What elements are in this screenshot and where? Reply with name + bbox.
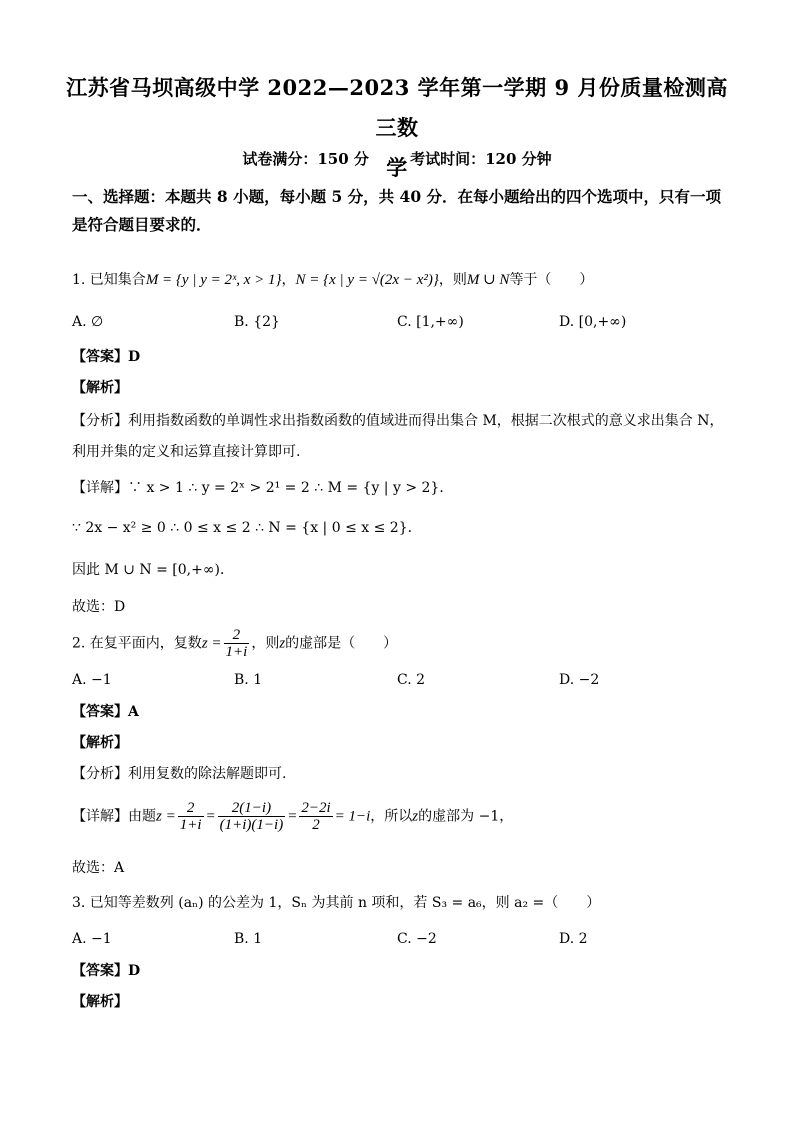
document-title <box>60 68 734 188</box>
q2-detail: 【详解】由题z = $\frac{2}{1+i}$ = $\frac{2(1-i)}{(1+i)(1-i)}$ = $\frac{2-2i}{2}$ = 1−i，所以z的虚部为 −1， <box>72 800 514 833</box>
set-n: N = {x | y = √(2x − x²)} <box>295 272 439 288</box>
q1-answer: 【答案】D <box>72 349 141 365</box>
q3-option-a: A. −1 <box>72 931 112 947</box>
q1-option-b: B. {2} <box>234 314 280 330</box>
q2-fenxi: 【分析】利用复数的除法解题即可. <box>72 766 287 782</box>
q3-analysis-label: 【解析】 <box>72 994 128 1010</box>
q2-option-a: A. −1 <box>72 672 112 688</box>
full-score: 试卷满分：150 分 <box>242 150 369 168</box>
q1-detail-3: 因此 M ∪ N = [0,+∞)． <box>72 562 234 578</box>
set-m: M = {y | y = 2ˣ, x > 1} <box>145 272 282 288</box>
q2-stem: 2. 在复平面内，复数z = $\frac{2}{1+i}$ ，则z的虚部是（ ） <box>72 627 398 660</box>
q2-fraction: $\frac{2}{1+i}$ <box>225 627 248 660</box>
exam-time: 考试时间：120 分钟 <box>410 150 552 168</box>
q1-option-d: D. [0,+∞) <box>559 314 627 330</box>
q2-analysis-label: 【解析】 <box>72 735 128 751</box>
q3-answer: 【答案】D <box>72 963 141 979</box>
section-heading: 一、选择题：本题共 8 小题，每小题 5 分，共 40 分．在每小题给出的四个选项中，只有一项是符合题目要求的． <box>72 187 722 234</box>
q1-fenxi: 【分析】利用指数函数的单调性求出指数函数的值域进而得出集合 M，根据二次根式的意义求出集合 N， <box>72 413 724 429</box>
title-line-1: 江苏省马坝高级中学 2022—2023 学年第一学期 9 月份质量检测高三数 <box>66 75 728 140</box>
q1-option-c: C. [1,+∞) <box>397 314 464 330</box>
q2-option-c: C. 2 <box>397 672 426 688</box>
q3-option-d: D. 2 <box>559 931 588 947</box>
q2-choose: 故选：A <box>72 860 125 876</box>
q1-detail-2: ∵ 2x − x² ≥ 0 ∴ 0 ≤ x ≤ 2 ∴ N = {x | 0 ≤ x ≤ 2}． <box>72 520 422 536</box>
q1-choose: 故选：D <box>72 599 126 615</box>
q2-option-d: D. −2 <box>559 672 600 688</box>
q2-answer: 【答案】A <box>72 704 139 720</box>
q1-option-a: A. ∅ <box>72 314 104 330</box>
q3-option-c: C. −2 <box>397 931 437 947</box>
title-line-2: 学 <box>386 155 408 180</box>
exam-meta <box>0 148 794 169</box>
q3-stem: 3. 已知等差数列 (aₙ) 的公差为 1，Sₙ 为其前 n 项和，若 S₃ = a₆，则 a₂ =（ ） <box>72 895 601 911</box>
q1-detail-1: 【详解】∵ x > 1 ∴ y = 2ˣ > 2¹ = 2 ∴ M = {y | y > 2}． <box>72 480 454 496</box>
q3-option-b: B. 1 <box>234 931 263 947</box>
q1-stem: 1. 已知集合M = {y | y = 2ˣ, x > 1}，N = {x | y = √(2x − x²)}，则M ∪ N等于（ ） <box>72 272 594 288</box>
q1-fenxi-2: 利用并集的定义和运算直接计算即可. <box>72 444 301 460</box>
q1-analysis-label: 【解析】 <box>72 380 128 396</box>
q2-option-b: B. 1 <box>234 672 263 688</box>
